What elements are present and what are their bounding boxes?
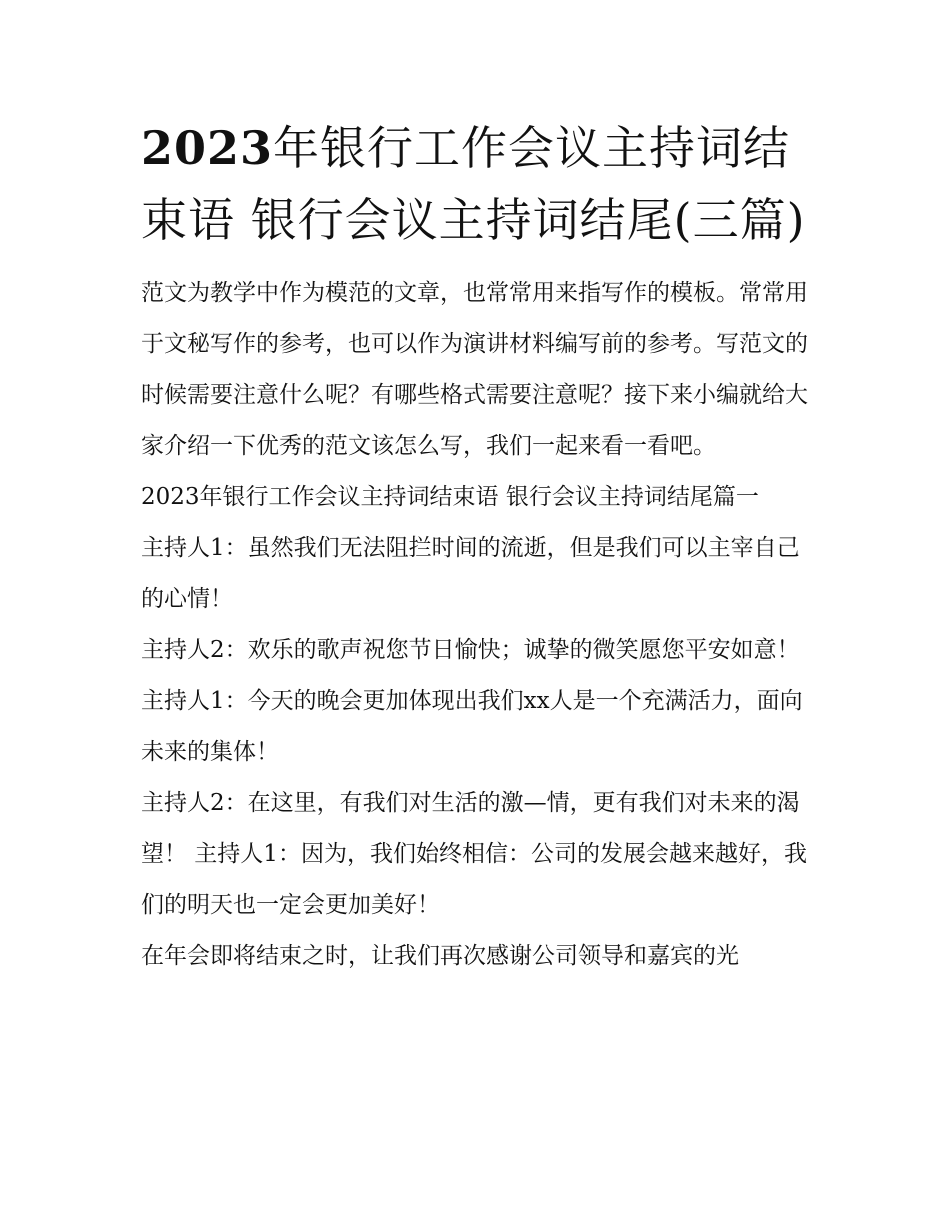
host-line-2: 主持人2：欢乐的歌声祝您节日愉快；诚挚的微笑愿您平安如意！ 主持人1：今天的晚会更加体现出我们xx人是一个充满活力，面向未来的集体！ bbox=[141, 637, 803, 765]
title-year: 2023 bbox=[141, 121, 274, 175]
section-heading: 2023年银行工作会议主持词结束语 银行会议主持词结尾篇一 bbox=[141, 484, 759, 510]
host-line-1: 主持人1：虽然我们无法阻拦时间的流逝，但是我们可以主宰自己的心情！ bbox=[141, 535, 800, 612]
closing-paragraph: 在年会即将结束之时，让我们再次感谢公司领导和嘉宾的光 bbox=[141, 943, 739, 969]
intro-paragraph: 范文为教学中作为模范的文章，也常常用来指写作的模板。常常用于文秘写作的参考，也可以作为演讲材料编写前的参考。写范文的时候需要注意什么呢？有哪些格式需要注意呢？接下来小编就给大家介绍一下优秀的范文该怎么写，我们一起来看一看吧。 bbox=[141, 280, 808, 459]
document-page bbox=[141, 112, 821, 982]
document-title bbox=[141, 112, 821, 256]
title-text: 年银行工作会议主持词结束语 银行会议主持词结尾(三篇) bbox=[141, 121, 806, 247]
host-line-3: 主持人2：在这里，有我们对生活的激—情，更有我们对未来的渴望！ 主持人1：因为，我们始终相信：公司的发展会越来越好，我们的明天也一定会更加美好！ bbox=[141, 790, 807, 918]
document-body bbox=[141, 268, 821, 982]
